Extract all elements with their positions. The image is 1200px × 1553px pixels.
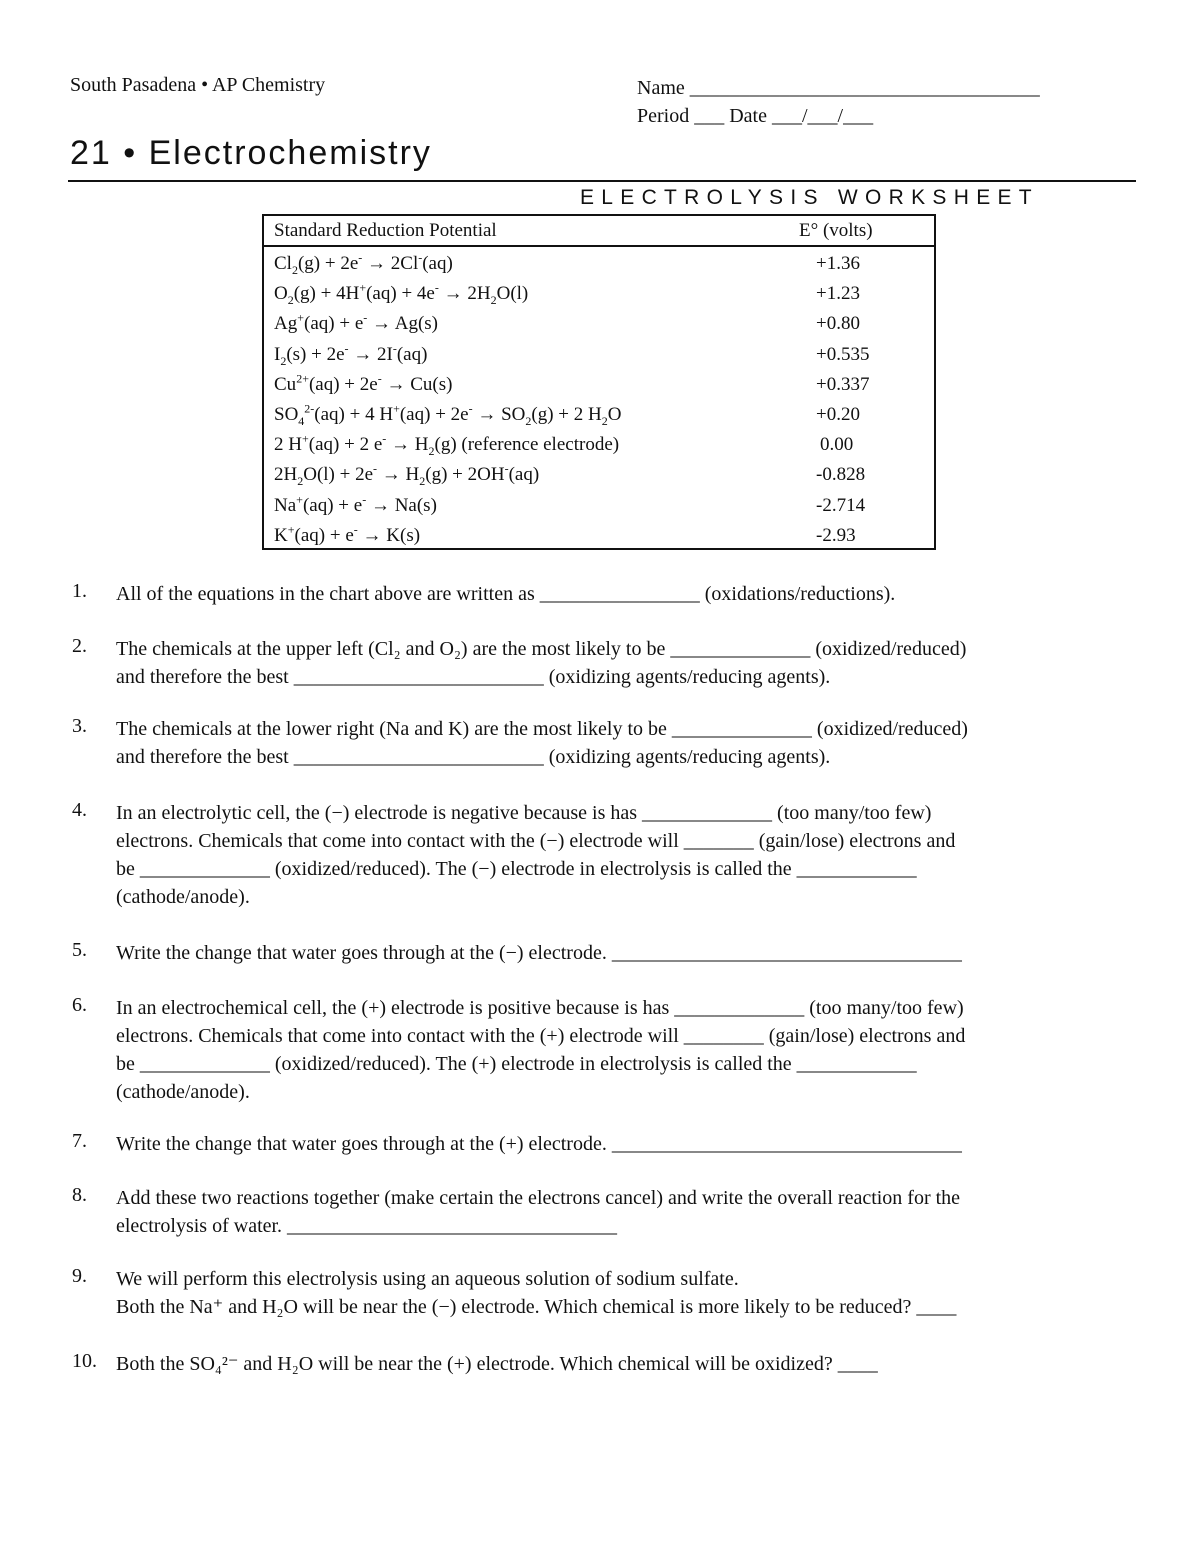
reduction-potential-table [262, 214, 936, 550]
question-number: 8. [72, 1184, 87, 1206]
potential-value: +0.337 [816, 373, 870, 395]
question-line: Both the Na⁺ and H₂O will be near the (−) electrode. Which chemical is more likely to be reduced? ____ [116, 1296, 957, 1318]
table-row [264, 251, 934, 281]
question-number: 6. [72, 994, 87, 1016]
potential-value: +1.36 [816, 253, 860, 274]
table-row [264, 342, 934, 372]
question-line: Write the change that water goes through at the (−) electrode. ___________________________________ [116, 942, 962, 964]
question-line: In an electrochemical cell, the (+) electrode is positive because is has _____________ (too many/too few) [116, 997, 964, 1019]
question-line: (cathode/anode). [116, 1081, 250, 1103]
question-text [116, 994, 965, 1106]
question-line: Write the change that water goes through at the (+) electrode. ___________________________________ [116, 1133, 962, 1155]
question-text [116, 635, 966, 691]
question-line: electrons. Chemicals that come into contact with the (+) electrode will ________ (gain/lose) electrons and [116, 1025, 966, 1047]
question-text [116, 1265, 956, 1321]
table-row [264, 372, 934, 402]
table-header-potential: Standard Reduction Potential [274, 220, 497, 241]
question-text [116, 1130, 962, 1158]
question-text [116, 1350, 878, 1378]
question-number: 2. [72, 635, 87, 657]
question-line: (cathode/anode). [116, 886, 250, 908]
question-number: 10. [72, 1350, 97, 1372]
question-line: and therefore the best _________________________ (oxidizing agents/reducing agents). [116, 746, 831, 768]
question-number: 5. [72, 939, 87, 961]
half-reaction: $Cl_2(g) + 2e^- \to 2Cl^-(aq)$ [274, 250, 453, 277]
question-line: The chemicals at the upper left (Cl₂ and O₂) are the most likely to be ______________ (oxidized/reduced) [116, 638, 967, 660]
potential-value: +0.535 [816, 343, 870, 365]
table-header-row [264, 216, 934, 247]
half-reaction: $Cu^{2+}(aq) + 2e^- \to Cu(s)$ [274, 371, 453, 395]
title-divider [68, 180, 1136, 182]
potential-value: -2.93 [816, 524, 856, 546]
half-reaction: $I_2(s) + 2e^- \to 2I^-(aq)$ [274, 341, 428, 368]
question-line: We will perform this electrolysis using an aqueous solution of sodium sulfate. [116, 1268, 739, 1290]
name-line: Name ___________________________________ [637, 77, 1040, 99]
potential-value: -2.714 [816, 494, 866, 516]
half-reaction: $O_2(g) + 4H^+(aq) + 4e^- \to 2H_2O(l)$ [274, 280, 529, 307]
potential-value: +1.23 [816, 283, 860, 305]
question-text [116, 580, 895, 608]
question-line: electrolysis of water. _________________________________ [116, 1215, 618, 1237]
half-reaction: $2H_2O(l) + 2e^- \to H_2(g) + 2OH^-(aq)$ [274, 461, 540, 489]
school-course-label: South Pasadena • AP Chemistry [70, 74, 326, 96]
half-reaction: Ag+(aq) + e- → Ag(s) [274, 311, 438, 335]
half-reaction: 2 H+(aq) + 2 $e^- \to H_2(g)$ (reference electrode) [274, 431, 620, 458]
worksheet-label: ELECTROLYSIS WORKSHEET [580, 186, 1039, 209]
question-line: be _____________ (oxidized/reduced). The (−) electrode in electrolysis is called the ____________ [116, 858, 917, 880]
table-row [264, 523, 934, 553]
question-text [116, 799, 955, 911]
table-row [264, 432, 934, 462]
potential-value: 0.00 [820, 434, 854, 456]
potential-value: +0.20 [816, 403, 860, 425]
table-row [264, 311, 934, 341]
question-number: 7. [72, 1130, 87, 1152]
question-number: 9. [72, 1265, 87, 1287]
table-row [264, 462, 934, 492]
question-line: and therefore the best _________________________ (oxidizing agents/reducing agents). [116, 666, 831, 688]
question-text [116, 939, 962, 967]
half-reaction: $SO_4^{2-}(aq) + 4$ $H^+(aq) + 2e^- \to SO_2(g) + 2$ $H_2O$ [274, 401, 622, 428]
table-row [264, 281, 934, 311]
table-row [264, 402, 934, 432]
question-line: All of the equations in the chart above are written as ________________ (oxidations/reductions). [116, 583, 896, 605]
table-body [264, 251, 934, 553]
question-line: Add these two reactions together (make certain the electrons cancel) and write the overall reaction for the [116, 1187, 961, 1209]
potential-value: -0.828 [816, 464, 866, 486]
page-title: 21 • Electrochemistry [70, 134, 432, 172]
student-info-block [637, 74, 1040, 130]
question-line: The chemicals at the lower right (Na and K) are the most likely to be ______________ (oxidized/reduced) [116, 718, 968, 740]
table-header-volts: E° (volts) [799, 220, 873, 241]
half-reaction: Na+(aq) + e- → Na(s) [274, 492, 437, 516]
question-number: 1. [72, 580, 87, 602]
table-row [264, 493, 934, 523]
half-reaction: K+(aq) + e- → K(s) [274, 522, 421, 546]
question-line: Both the SO₄²⁻ and H₂O will be near the (+) electrode. Which chemical will be oxidized? ____ [116, 1353, 878, 1375]
question-text [116, 715, 968, 771]
period-date-line: Period ___ Date ___/___/___ [637, 105, 874, 127]
question-text [116, 1184, 960, 1240]
potential-value: +0.80 [816, 313, 860, 335]
question-line: be _____________ (oxidized/reduced). The (+) electrode in electrolysis is called the ____________ [116, 1053, 917, 1075]
question-line: electrons. Chemicals that come into contact with the (−) electrode will _______ (gain/lose) electrons and [116, 830, 956, 852]
question-number: 3. [72, 715, 87, 737]
question-line: In an electrolytic cell, the (−) electrode is negative because is has _____________ (too many/too few) [116, 802, 932, 824]
question-number: 4. [72, 799, 87, 821]
